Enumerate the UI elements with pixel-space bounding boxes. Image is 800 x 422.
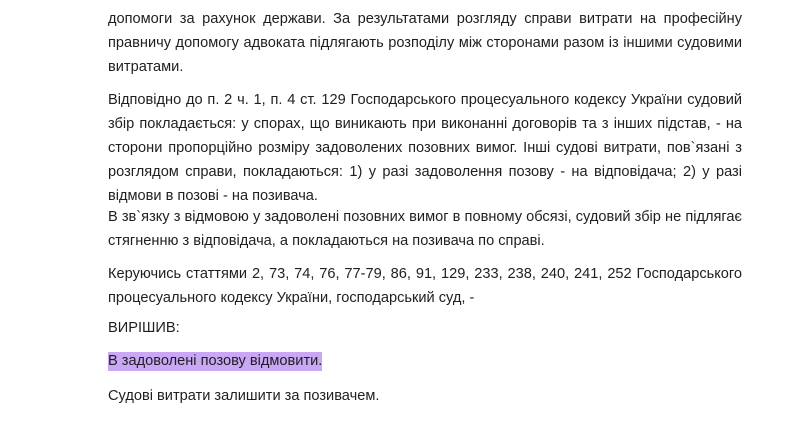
decision-costs: Судові витрати залишити за позивачем. <box>108 388 380 404</box>
highlighted-ruling-text[interactable]: В задоволені позову відмовити. <box>108 353 323 369</box>
decision-ruling <box>108 349 742 373</box>
decision-heading: ВИРІШИВ: <box>108 320 180 336</box>
paragraph-court-fee-rules: Відповідно до п. 2 ч. 1, п. 4 ст. 129 Господарського процесуального кодексу України судовий збір покладається: у спорах, що виникають при виконанні договорів та з інших підстав, - на сторони пропорційно розміру задоволених позовних вимог. Інші судові витрати, пов`язані з розглядом справи, покладаються: 1) у разі задоволення позову - на відповідача; 2) у разі відмови в позові - на позивача. <box>108 92 742 204</box>
paragraph-legal-aid-costs: допомоги за рахунок держави. За результатами розгляду справи витрати на професійну правничу допомогу адвоката підлягають розподілу між сторонами разом із іншими судовими витратами. <box>108 11 742 75</box>
paragraph-legal-basis: Керуючись статтями 2, 73, 74, 76, 77-79, 86, 91, 129, 233, 238, 240, 241, 252 Господарського процесуального кодексу України, господарський суд, - <box>108 266 742 306</box>
paragraph-fee-allocation: В зв`язку з відмовою у задоволені позовних вимог в повному обсязі, судовий збір не підлягає стягненню з відповідача, а покладаються на позивача по справі. <box>108 209 742 249</box>
